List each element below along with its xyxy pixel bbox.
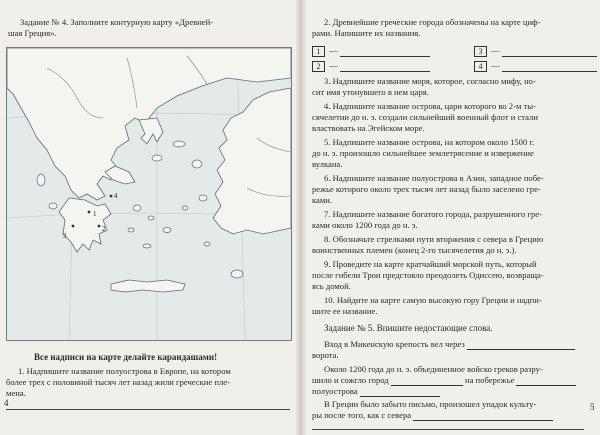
s2-blank-city[interactable] [391, 377, 463, 386]
q3-line2: сит имя утонувшего в нем царя. [312, 87, 429, 97]
s1-line2: ворота. [312, 350, 339, 360]
s2-text-c: полуострова [312, 386, 358, 396]
map-number-3: 3 [63, 232, 67, 240]
q7-line2: ками около 1200 года до н. э. [312, 220, 418, 230]
q1-line3: мена. [6, 388, 26, 398]
city-answer-4[interactable]: 4 — [474, 60, 597, 72]
q5-line1: 5. Надпишите название острова, на котором около 1500 г. [324, 137, 535, 147]
q4-line3: властвовать на Эгейском море. [312, 123, 425, 133]
s2-line3 [312, 386, 440, 397]
city-answer-1[interactable]: 1 — [312, 45, 430, 57]
map-number-4: 4 [114, 192, 118, 200]
map-drawing [7, 48, 291, 340]
q6-line3: ками. [312, 195, 333, 205]
contour-map-ancient-greece[interactable] [6, 47, 292, 341]
s1-blank[interactable] [467, 341, 575, 350]
q9-line3: ясь домой. [312, 281, 351, 291]
crete [111, 280, 185, 292]
task5-heading: Задание № 5. Впишите недостающие слова. [324, 323, 493, 333]
s1-line1 [312, 339, 575, 350]
city-box-3: 3 [474, 46, 487, 57]
map-number-2: 2 [102, 225, 106, 233]
q8-line1: 8. Обозначьте стрелками пути вторжения с севера в Грецию [324, 234, 544, 244]
map-number-1: 1 [93, 210, 97, 218]
q10-line1: 10. Найдите на карте самую высокую гору Греции и надпи- [324, 295, 542, 305]
q6-line1: 6. Надпишите название полуострова в Азии, западное побе- [324, 173, 544, 183]
q1-line2: более трех с половиной тысяч лет назад жили греческие пле- [6, 377, 230, 387]
city-line-3[interactable] [502, 48, 597, 57]
s2-blank-peninsula[interactable] [360, 388, 440, 397]
q7-line1: 7. Надпишите название богатого города, разрушенного гре- [324, 209, 542, 219]
q1-line1: 1. Надпишите название полуострова в Европе, на котором [18, 366, 231, 376]
right-page [306, 0, 600, 435]
s3-blank[interactable] [413, 412, 553, 421]
q2-line1: 2. Древнейшие греческие города обозначены на карте циф- [324, 17, 541, 27]
s2-blank-coast[interactable] [516, 377, 576, 386]
city-box-1: 1 [312, 46, 325, 57]
q9-line1: 9. Проведите на карте кратчайший морской путь, который [324, 259, 537, 269]
s2-text-a: шило и сожгло город [312, 375, 389, 385]
q5-line3: вулкана. [312, 159, 343, 169]
city-box-2: 2 [312, 61, 325, 72]
q8-line2: воинственных племен (конец 2-го тысячелетия до н. э.). [312, 245, 517, 255]
city-answer-3[interactable]: 3 — [474, 45, 597, 57]
page-number-left: 4 [4, 398, 9, 408]
pencil-note: Все надписи на карте делайте карандашами! [34, 352, 218, 362]
s3-text: ры после того, как с севера [312, 410, 412, 420]
city-line-4[interactable] [502, 63, 597, 72]
q3-line1: 3. Надпишите название моря, которое, согласно мифу, но- [324, 76, 536, 86]
s1-text: Вход в Микенскую крепость вел через [324, 339, 465, 349]
left-page [0, 0, 296, 435]
q1-answer-line[interactable] [6, 408, 290, 410]
s2-line2 [312, 375, 576, 386]
q10-line2: шите ее название. [312, 306, 378, 316]
q4-line1: 4. Надпишите название острова, цари которого во 2-м ты- [324, 101, 536, 111]
s3-line2 [312, 410, 553, 421]
q6-line2: режье которого около трех тысяч лет назад было заселено гре- [312, 184, 541, 194]
page-number-right: 5 [590, 402, 595, 412]
city-line-2[interactable] [340, 63, 430, 72]
s2-text-b: на побережье [465, 375, 515, 385]
book-gutter [296, 0, 306, 435]
city-answer-2[interactable]: 2 — [312, 60, 430, 72]
q9-line2: после гибели Трои предстояло преодолеть Одиссею, возвраща- [312, 270, 544, 280]
s3-line1: В Греции было забыто письмо, произошел упадок культу- [324, 399, 537, 409]
s3-answer-line[interactable] [312, 428, 584, 430]
city-line-1[interactable] [340, 48, 430, 57]
q4-line2: сячелетии до н. э. создали сильнейший военный флот и стали [312, 112, 538, 122]
task4-heading-line1: Задание № 4. Заполните контурную карту «Древней- [20, 17, 214, 27]
city-box-4: 4 [474, 61, 487, 72]
q5-line2: до н. э. произошло сильнейшее землетрясение и извержение [312, 148, 534, 158]
s2-line1: Около 1200 года до н. э. объединенное войско греков разру- [324, 364, 543, 374]
q2-line2: рами. Напишите их названия. [312, 28, 421, 38]
task4-heading-line2: шая Греция». [8, 28, 57, 38]
